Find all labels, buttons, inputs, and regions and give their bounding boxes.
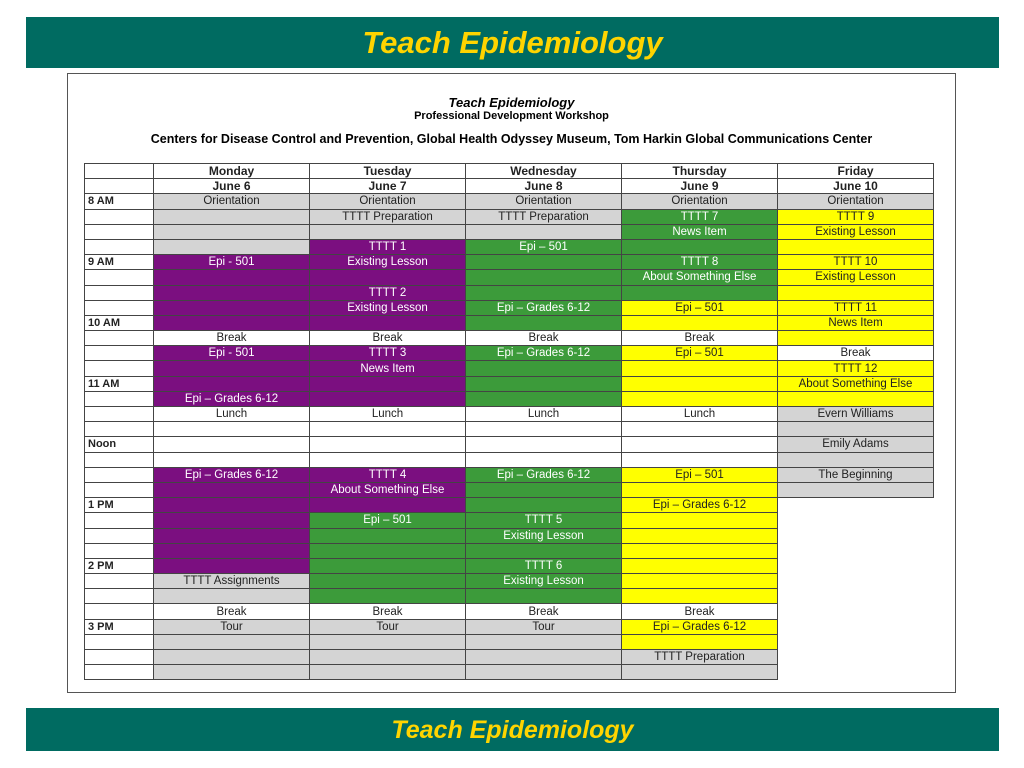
session-cell — [622, 634, 778, 649]
session-cell: Epi – Grades 6-12 — [466, 300, 622, 315]
session-cell: Break — [466, 604, 622, 619]
session-cell — [310, 437, 466, 452]
schedule-row — [85, 650, 934, 665]
session-cell — [154, 528, 310, 543]
session-cell: Epi – 501 — [622, 467, 778, 482]
time-cell — [85, 346, 154, 361]
corner-cell — [85, 179, 154, 194]
session-cell — [778, 482, 934, 497]
session-cell — [622, 558, 778, 573]
session-cell — [154, 452, 310, 467]
session-cell — [466, 498, 622, 513]
session-cell — [310, 528, 466, 543]
session-cell: About Something Else — [622, 270, 778, 285]
time-cell: 3 PM — [85, 619, 154, 634]
session-cell: Break — [622, 604, 778, 619]
day-names-row — [85, 164, 934, 179]
session-cell: Epi – Grades 6-12 — [622, 498, 778, 513]
schedule-row — [85, 558, 934, 573]
session-cell: Orientation — [310, 194, 466, 209]
session-cell — [622, 589, 778, 604]
time-cell — [85, 482, 154, 497]
time-cell — [85, 239, 154, 254]
schedule-row — [85, 391, 934, 406]
schedule-row — [85, 331, 934, 346]
session-cell — [466, 391, 622, 406]
session-cell: Epi - 501 — [154, 255, 310, 270]
session-cell: Epi – Grades 6-12 — [622, 619, 778, 634]
session-cell: TTTT Preparation — [622, 650, 778, 665]
session-cell: Lunch — [154, 407, 310, 422]
time-cell — [85, 224, 154, 239]
schedule-row — [85, 315, 934, 330]
time-cell — [85, 528, 154, 543]
session-cell — [154, 209, 310, 224]
header-banner — [26, 17, 999, 68]
session-cell — [154, 543, 310, 558]
schedule-row — [85, 452, 934, 467]
schedule-row — [85, 634, 934, 649]
session-cell — [310, 270, 466, 285]
session-cell: Epi – Grades 6-12 — [466, 346, 622, 361]
time-cell: 2 PM — [85, 558, 154, 573]
time-cell — [85, 467, 154, 482]
session-cell — [622, 361, 778, 376]
session-cell — [778, 604, 934, 619]
session-cell — [154, 482, 310, 497]
session-cell: TTTT 12 — [778, 361, 934, 376]
session-cell — [466, 315, 622, 330]
time-cell — [85, 604, 154, 619]
session-cell — [154, 315, 310, 330]
time-cell — [85, 634, 154, 649]
session-cell — [154, 285, 310, 300]
schedule-row — [85, 300, 934, 315]
day-date: June 6 — [154, 179, 310, 194]
session-cell — [466, 224, 622, 239]
session-cell: Orientation — [778, 194, 934, 209]
session-cell: TTTT 5 — [466, 513, 622, 528]
time-cell — [85, 422, 154, 437]
session-cell: About Something Else — [778, 376, 934, 391]
time-cell — [85, 300, 154, 315]
day-name: Wednesday — [466, 164, 622, 179]
schedule-row — [85, 665, 934, 680]
session-cell — [154, 498, 310, 513]
session-cell — [778, 239, 934, 254]
session-cell: Orientation — [622, 194, 778, 209]
session-cell: Epi – 501 — [466, 239, 622, 254]
session-cell — [622, 422, 778, 437]
session-cell — [622, 315, 778, 330]
schedule-body — [85, 164, 934, 680]
session-cell: Epi - 501 — [154, 346, 310, 361]
schedule-row — [85, 194, 934, 209]
session-cell — [778, 452, 934, 467]
session-cell: Emily Adams — [778, 437, 934, 452]
schedule-table — [84, 163, 934, 680]
session-cell: The Beginning — [778, 467, 934, 482]
schedule-locations: Centers for Disease Control and Prevention, Global Health Odyssey Museum, Tom Harkin Global Communications Center — [150, 132, 873, 146]
session-cell — [154, 634, 310, 649]
session-cell: Existing Lesson — [466, 528, 622, 543]
session-cell — [778, 528, 934, 543]
session-cell: Break — [310, 331, 466, 346]
session-cell — [466, 543, 622, 558]
session-cell: TTTT 6 — [466, 558, 622, 573]
session-cell — [466, 437, 622, 452]
session-cell — [622, 528, 778, 543]
session-cell: Evern Williams — [778, 407, 934, 422]
session-cell — [778, 331, 934, 346]
session-cell — [778, 498, 934, 513]
session-cell — [778, 422, 934, 437]
schedule-row — [85, 270, 934, 285]
session-cell — [310, 650, 466, 665]
session-cell — [310, 665, 466, 680]
session-cell — [466, 650, 622, 665]
schedule-row — [85, 467, 934, 482]
schedule-row — [85, 407, 934, 422]
schedule-row — [85, 361, 934, 376]
session-cell: Tour — [310, 619, 466, 634]
session-cell — [310, 391, 466, 406]
session-cell: Epi – Grades 6-12 — [466, 467, 622, 482]
session-cell — [310, 498, 466, 513]
time-cell: 9 AM — [85, 255, 154, 270]
session-cell — [622, 543, 778, 558]
schedule-row — [85, 346, 934, 361]
day-dates-row — [85, 179, 934, 194]
corner-cell — [85, 164, 154, 179]
time-cell — [85, 650, 154, 665]
session-cell — [466, 376, 622, 391]
session-cell — [622, 574, 778, 589]
session-cell — [778, 285, 934, 300]
session-cell: TTTT 10 — [778, 255, 934, 270]
time-cell — [85, 574, 154, 589]
day-name: Friday — [778, 164, 934, 179]
session-cell — [466, 422, 622, 437]
session-cell: Break — [622, 331, 778, 346]
time-cell — [85, 391, 154, 406]
session-cell — [778, 558, 934, 573]
session-cell — [622, 391, 778, 406]
schedule-row — [85, 543, 934, 558]
session-cell: Lunch — [310, 407, 466, 422]
time-cell — [85, 361, 154, 376]
schedule-row — [85, 224, 934, 239]
time-cell — [85, 452, 154, 467]
session-cell — [154, 665, 310, 680]
session-cell: Existing Lesson — [778, 270, 934, 285]
time-cell — [85, 285, 154, 300]
time-cell — [85, 543, 154, 558]
session-cell — [622, 437, 778, 452]
session-cell: Break — [778, 346, 934, 361]
session-cell — [622, 376, 778, 391]
session-cell: Break — [154, 604, 310, 619]
time-cell — [85, 513, 154, 528]
schedule-row — [85, 255, 934, 270]
session-cell — [310, 452, 466, 467]
session-cell: TTTT 8 — [622, 255, 778, 270]
schedule-row — [85, 498, 934, 513]
schedule-row — [85, 528, 934, 543]
session-cell — [154, 589, 310, 604]
session-cell — [622, 513, 778, 528]
session-cell — [778, 543, 934, 558]
schedule-row — [85, 574, 934, 589]
session-cell — [622, 452, 778, 467]
session-cell — [154, 513, 310, 528]
time-cell: 1 PM — [85, 498, 154, 513]
session-cell: Break — [154, 331, 310, 346]
session-cell — [310, 422, 466, 437]
session-cell — [622, 665, 778, 680]
session-cell: Epi – Grades 6-12 — [154, 391, 310, 406]
time-cell — [85, 209, 154, 224]
session-cell: Tour — [154, 619, 310, 634]
day-date: June 8 — [466, 179, 622, 194]
session-cell: Break — [466, 331, 622, 346]
session-cell — [466, 482, 622, 497]
schedule-row — [85, 285, 934, 300]
session-cell — [778, 619, 934, 634]
session-cell: TTTT 7 — [622, 209, 778, 224]
session-cell: TTTT 2 — [310, 285, 466, 300]
day-name: Monday — [154, 164, 310, 179]
session-cell: Break — [310, 604, 466, 619]
session-cell: Existing Lesson — [466, 574, 622, 589]
session-cell: TTTT 3 — [310, 346, 466, 361]
session-cell: Epi – 501 — [622, 346, 778, 361]
session-cell — [778, 391, 934, 406]
schedule-slide — [67, 73, 956, 693]
time-cell — [85, 270, 154, 285]
footer-title: Teach Epidemiology — [391, 716, 634, 744]
session-cell: Epi – 501 — [622, 300, 778, 315]
time-cell — [85, 407, 154, 422]
time-cell: 10 AM — [85, 315, 154, 330]
session-cell — [778, 589, 934, 604]
session-cell: Tour — [466, 619, 622, 634]
header-title: Teach Epidemiology — [362, 25, 663, 60]
session-cell — [466, 255, 622, 270]
time-cell — [85, 331, 154, 346]
session-cell — [154, 300, 310, 315]
day-name: Thursday — [622, 164, 778, 179]
session-cell: TTTT 11 — [778, 300, 934, 315]
session-cell — [622, 482, 778, 497]
session-cell — [778, 665, 934, 680]
session-cell — [466, 361, 622, 376]
session-cell — [466, 285, 622, 300]
schedule-row — [85, 239, 934, 254]
session-cell: Lunch — [622, 407, 778, 422]
schedule-row — [85, 513, 934, 528]
session-cell — [154, 376, 310, 391]
session-cell: Lunch — [466, 407, 622, 422]
session-cell: TTTT 4 — [310, 467, 466, 482]
session-cell — [466, 270, 622, 285]
session-cell — [778, 574, 934, 589]
schedule-row — [85, 619, 934, 634]
session-cell: TTTT Preparation — [310, 209, 466, 224]
day-date: June 10 — [778, 179, 934, 194]
session-cell — [466, 634, 622, 649]
session-cell — [154, 224, 310, 239]
session-cell: News Item — [310, 361, 466, 376]
session-cell — [310, 589, 466, 604]
session-cell — [466, 452, 622, 467]
session-cell — [154, 270, 310, 285]
day-date: June 9 — [622, 179, 778, 194]
session-cell: Existing Lesson — [778, 224, 934, 239]
footer-banner — [26, 708, 999, 751]
session-cell: TTTT Assignments — [154, 574, 310, 589]
schedule-subtitle: Professional Development Workshop — [414, 110, 609, 122]
session-cell: Existing Lesson — [310, 300, 466, 315]
time-cell: 11 AM — [85, 376, 154, 391]
session-cell — [310, 634, 466, 649]
session-cell — [778, 634, 934, 649]
schedule-title: Teach Epidemiology — [448, 95, 575, 110]
day-date: June 7 — [310, 179, 466, 194]
session-cell — [310, 315, 466, 330]
session-cell: Epi – Grades 6-12 — [154, 467, 310, 482]
session-cell: TTTT 1 — [310, 239, 466, 254]
session-cell: About Something Else — [310, 482, 466, 497]
session-cell — [622, 239, 778, 254]
session-cell — [154, 558, 310, 573]
schedule-row — [85, 437, 934, 452]
day-name: Tuesday — [310, 164, 466, 179]
session-cell: TTTT Preparation — [466, 209, 622, 224]
session-cell — [310, 376, 466, 391]
session-cell — [154, 422, 310, 437]
time-cell: Noon — [85, 437, 154, 452]
session-cell: TTTT 9 — [778, 209, 934, 224]
session-cell: News Item — [622, 224, 778, 239]
session-cell — [622, 285, 778, 300]
session-cell — [310, 543, 466, 558]
session-cell — [466, 589, 622, 604]
session-cell: Existing Lesson — [310, 255, 466, 270]
session-cell — [154, 361, 310, 376]
session-cell — [310, 574, 466, 589]
schedule-row — [85, 604, 934, 619]
time-cell — [85, 589, 154, 604]
session-cell — [154, 650, 310, 665]
schedule-row — [85, 482, 934, 497]
session-cell: Epi – 501 — [310, 513, 466, 528]
session-cell — [778, 650, 934, 665]
time-cell — [85, 665, 154, 680]
session-cell: Orientation — [154, 194, 310, 209]
time-cell: 8 AM — [85, 194, 154, 209]
schedule-row — [85, 376, 934, 391]
session-cell: Orientation — [466, 194, 622, 209]
schedule-row — [85, 422, 934, 437]
session-cell: News Item — [778, 315, 934, 330]
schedule-row — [85, 209, 934, 224]
session-cell — [310, 224, 466, 239]
session-cell — [154, 239, 310, 254]
session-cell — [778, 513, 934, 528]
session-cell — [154, 437, 310, 452]
schedule-row — [85, 589, 934, 604]
session-cell — [466, 665, 622, 680]
session-cell — [310, 558, 466, 573]
